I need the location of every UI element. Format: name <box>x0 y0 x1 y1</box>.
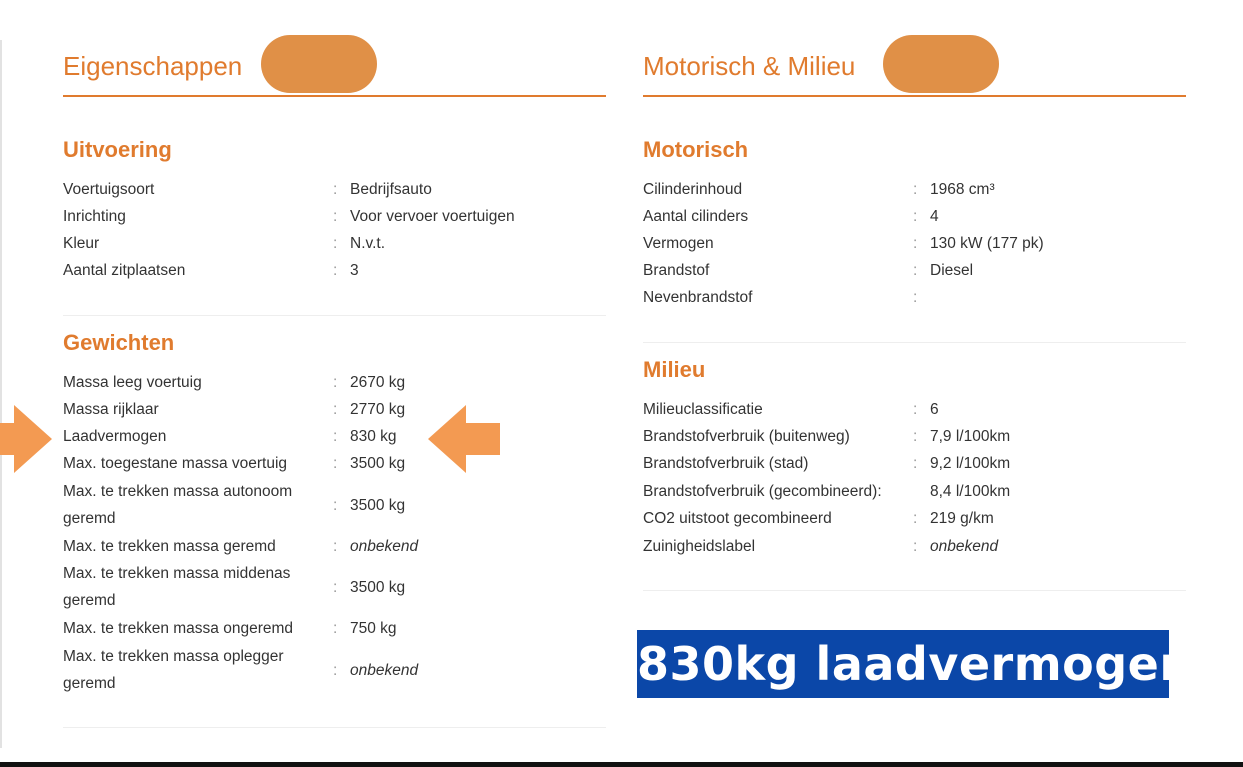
spec-label: Milieuclassificatie <box>643 401 763 418</box>
spec-separator: : <box>333 208 338 225</box>
arrow-left-icon <box>428 405 502 473</box>
spec-separator: : <box>333 538 338 555</box>
spec-label: Nevenbrandstof <box>643 289 753 306</box>
spec-label: Zuinigheidslabel <box>643 538 756 555</box>
spec-label: Inrichting <box>63 208 126 225</box>
spec-separator: : <box>333 455 338 472</box>
spec-label: Brandstofverbruik (gecombineerd): <box>643 483 882 500</box>
spec-value: 2670 kg <box>350 374 406 391</box>
spec-value: 6 <box>930 401 939 418</box>
spec-label: Brandstof <box>643 262 710 279</box>
spec-value: 7,9 l/100km <box>930 428 1011 445</box>
section-divider <box>63 727 606 728</box>
spec-label: Max. toegestane massa voertuig <box>63 455 288 472</box>
payload-banner: 830kg laadvermogen <box>637 630 1169 698</box>
title-divider <box>643 95 1186 97</box>
panel-title-engine: Motorisch & Milieu <box>643 51 856 81</box>
spec-label: Voertuigsoort <box>63 181 155 198</box>
spec-separator: : <box>913 289 918 306</box>
spec-label: Kleur <box>63 235 100 252</box>
spec-separator: : <box>333 235 338 252</box>
section-heading-motorisch: Motorisch <box>643 137 749 162</box>
spec-separator: : <box>913 262 918 279</box>
left-border <box>0 40 2 748</box>
spec-value: 3500 kg <box>350 497 406 514</box>
spec-separator: : <box>333 497 338 514</box>
spec-label: Massa leeg voertuig <box>63 374 202 391</box>
spec-separator: : <box>333 374 338 391</box>
spec-value: 3 <box>350 262 359 279</box>
spec-separator: : <box>913 455 918 472</box>
spec-value: 1968 cm³ <box>930 181 995 198</box>
spec-label: Massa rijklaar <box>63 401 159 418</box>
spec-separator: : <box>333 579 338 596</box>
spec-label: Max. te trekken massa autonoom geremd <box>63 483 293 527</box>
spec-separator: : <box>913 181 918 198</box>
title-divider <box>63 95 606 97</box>
spec-separator: : <box>913 235 918 252</box>
spec-label: Max. te trekken massa oplegger geremd <box>63 648 284 692</box>
spec-value: Voor vervoer voertuigen <box>350 208 515 225</box>
section-heading-gewichten: Gewichten <box>63 330 175 355</box>
section-divider <box>643 342 1186 343</box>
spec-value: Diesel <box>930 262 974 279</box>
spec-value: N.v.t. <box>350 235 386 252</box>
spec-separator: : <box>333 181 338 198</box>
spec-separator: : <box>333 662 338 679</box>
spec-separator: : <box>333 428 338 445</box>
spec-value: 9,2 l/100km <box>930 455 1011 472</box>
arrow-right-icon <box>0 405 55 473</box>
spec-label: Max. te trekken massa geremd <box>63 538 276 555</box>
spec-label: Aantal zitplaatsen <box>63 262 186 279</box>
spec-label: Vermogen <box>643 235 714 252</box>
spec-value: 2770 kg <box>350 401 406 418</box>
spec-value: onbekend <box>350 662 419 679</box>
spec-separator: : <box>913 428 918 445</box>
spec-value: Bedrijfsauto <box>350 181 432 198</box>
spec-separator: : <box>913 510 918 527</box>
spec-separator: : <box>333 620 338 637</box>
spec-separator: : <box>333 262 338 279</box>
spec-value: 219 g/km <box>930 510 994 527</box>
redaction-pill <box>261 35 377 93</box>
spec-label: Brandstofverbruik (buitenweg) <box>643 428 850 445</box>
spec-separator: : <box>913 208 918 225</box>
spec-value: 130 kW (177 pk) <box>930 235 1044 252</box>
section-heading-uitvoering: Uitvoering <box>63 137 172 162</box>
spec-label: Brandstofverbruik (stad) <box>643 455 809 472</box>
spec-value: onbekend <box>350 538 419 555</box>
section-heading-milieu: Milieu <box>643 357 706 382</box>
spec-value: 3500 kg <box>350 455 406 472</box>
section-divider <box>63 315 606 316</box>
spec-value: 830 kg <box>350 428 397 445</box>
spec-value: onbekend <box>930 538 999 555</box>
spec-value: 8,4 l/100km <box>930 483 1011 500</box>
redaction-pill <box>883 35 999 93</box>
spec-separator: : <box>913 538 918 555</box>
spec-label: CO2 uitstoot gecombineerd <box>643 510 832 527</box>
spec-label: Max. te trekken massa ongeremd <box>63 620 294 637</box>
spec-label: Laadvermogen <box>63 428 167 445</box>
panel-title-properties: Eigenschappen <box>63 51 243 81</box>
section-divider <box>643 590 1186 591</box>
spec-label: Max. te trekken massa middenas geremd <box>63 565 291 609</box>
bottom-border <box>0 762 1243 767</box>
spec-label: Cilinderinhoud <box>643 181 743 198</box>
spec-value: 750 kg <box>350 620 397 637</box>
spec-separator: : <box>913 401 918 418</box>
spec-value: 4 <box>930 208 939 225</box>
spec-value: 3500 kg <box>350 579 406 596</box>
spec-label: Aantal cilinders <box>643 208 749 225</box>
spec-separator: : <box>333 401 338 418</box>
